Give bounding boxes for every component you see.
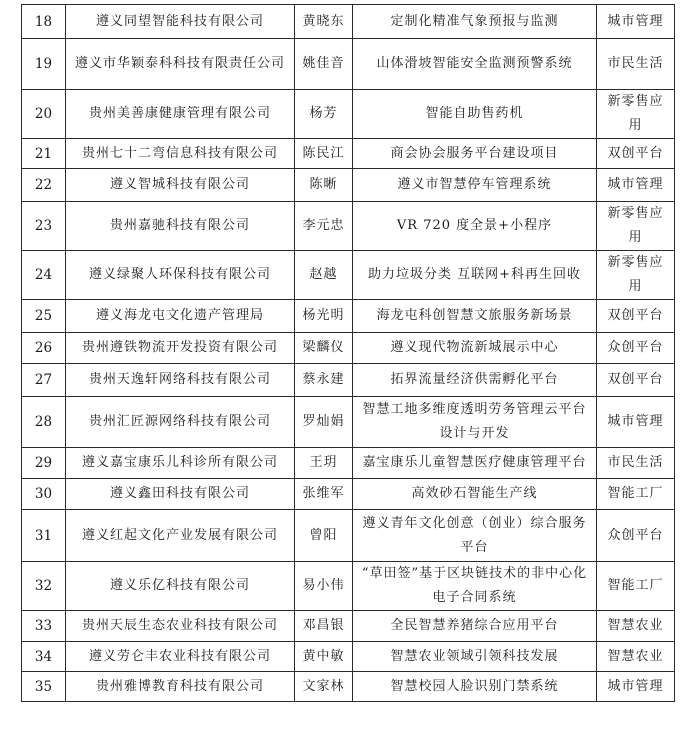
company-cell: 贵州天逸轩网络科技有限公司 (66, 364, 295, 397)
row-number-cell: 27 (22, 364, 66, 397)
table-row (22, 510, 675, 562)
table-row (22, 448, 675, 479)
contact-person-cell: 王玥 (295, 448, 353, 479)
category-cell: 智慧农业 (597, 642, 675, 672)
table-row (22, 333, 675, 364)
category-cell: 智慧农业 (597, 611, 675, 642)
category-cell: 市民生活 (597, 448, 675, 479)
company-cell: 贵州天辰生态农业科技有限公司 (66, 611, 295, 642)
table-row (22, 562, 675, 611)
project-name-cell: 拓界流量经济供需孵化平台 (353, 364, 597, 397)
category-cell: 新零售应用 (597, 202, 675, 251)
row-number-cell: 23 (22, 202, 66, 251)
project-name-cell: VR 720 度全景+小程序 (353, 202, 597, 251)
row-number-cell: 25 (22, 300, 66, 333)
category-cell: 双创平台 (597, 300, 675, 333)
table-row (22, 611, 675, 642)
contact-person-cell: 曾阳 (295, 510, 353, 562)
company-cell: 贵州美善康健康管理有限公司 (66, 90, 295, 139)
contact-person-cell: 蔡永建 (295, 364, 353, 397)
company-cell: 贵州汇匠源网络科技有限公司 (66, 397, 295, 448)
contact-person-cell: 邓昌银 (295, 611, 353, 642)
company-cell: 贵州雅博教育科技有限公司 (66, 672, 295, 702)
project-name-cell: 智慧工地多维度透明劳务管理云平台设计与开发 (353, 397, 597, 448)
table-row (22, 364, 675, 397)
table-row (22, 642, 675, 672)
row-number-cell: 22 (22, 169, 66, 202)
project-name-cell: 智能自助售药机 (353, 90, 597, 139)
project-name-cell: 遵义现代物流新城展示中心 (353, 333, 597, 364)
company-cell: 遵义同望智能科技有限公司 (66, 5, 295, 39)
contact-person-cell: 陈民江 (295, 139, 353, 169)
contact-person-cell: 黄晓东 (295, 5, 353, 39)
table-row (22, 139, 675, 169)
row-number-cell: 21 (22, 139, 66, 169)
table-row (22, 300, 675, 333)
category-cell: 双创平台 (597, 139, 675, 169)
project-name-cell: 定制化精准气象预报与监测 (353, 5, 597, 39)
category-cell: 新零售应用 (597, 90, 675, 139)
contact-person-cell: 赵越 (295, 251, 353, 300)
contact-person-cell: 易小伟 (295, 562, 353, 611)
company-cell: 遵义嘉宝康乐儿科诊所有限公司 (66, 448, 295, 479)
company-cell: 遵义绿聚人环保科技有限公司 (66, 251, 295, 300)
row-number-cell: 30 (22, 479, 66, 510)
project-table (21, 4, 675, 702)
row-number-cell: 19 (22, 39, 66, 90)
category-cell: 城市管理 (597, 5, 675, 39)
company-cell: 遵义鑫田科技有限公司 (66, 479, 295, 510)
category-cell: 智能工厂 (597, 479, 675, 510)
row-number-cell: 24 (22, 251, 66, 300)
project-name-cell: 智慧校园人脸识别门禁系统 (353, 672, 597, 702)
project-name-cell: “草田签”基于区块链技术的非中心化电子合同系统 (353, 562, 597, 611)
contact-person-cell: 张维军 (295, 479, 353, 510)
category-cell: 众创平台 (597, 333, 675, 364)
row-number-cell: 35 (22, 672, 66, 702)
table-row (22, 39, 675, 90)
contact-person-cell: 罗灿娟 (295, 397, 353, 448)
project-name-cell: 智慧农业领域引领科技发展 (353, 642, 597, 672)
table-row (22, 397, 675, 448)
project-name-cell: 商会协会服务平台建设项目 (353, 139, 597, 169)
company-cell: 遵义乐亿科技有限公司 (66, 562, 295, 611)
category-cell: 城市管理 (597, 397, 675, 448)
project-name-cell: 嘉宝康乐儿童智慧医疗健康管理平台 (353, 448, 597, 479)
category-cell: 新零售应用 (597, 251, 675, 300)
table-row (22, 202, 675, 251)
category-cell: 双创平台 (597, 364, 675, 397)
row-number-cell: 26 (22, 333, 66, 364)
company-cell: 贵州嘉驰科技有限公司 (66, 202, 295, 251)
contact-person-cell: 杨芳 (295, 90, 353, 139)
table-row (22, 90, 675, 139)
project-name-cell: 遵义市智慧停车管理系统 (353, 169, 597, 202)
contact-person-cell: 文家林 (295, 672, 353, 702)
table-row (22, 479, 675, 510)
company-cell: 遵义智城科技有限公司 (66, 169, 295, 202)
project-name-cell: 助力垃圾分类 互联网+科再生回收 (353, 251, 597, 300)
category-cell: 城市管理 (597, 672, 675, 702)
company-cell: 贵州遵铁物流开发投资有限公司 (66, 333, 295, 364)
table-row (22, 672, 675, 702)
company-cell: 遵义海龙屯文化遗产管理局 (66, 300, 295, 333)
contact-person-cell: 陈晰 (295, 169, 353, 202)
company-cell: 贵州七十二弯信息科技有限公司 (66, 139, 295, 169)
contact-person-cell: 姚佳音 (295, 39, 353, 90)
table-body (22, 5, 675, 702)
row-number-cell: 32 (22, 562, 66, 611)
category-cell: 城市管理 (597, 169, 675, 202)
project-name-cell: 山体滑坡智能安全监测预警系统 (353, 39, 597, 90)
row-number-cell: 34 (22, 642, 66, 672)
company-cell: 遵义红起文化产业发展有限公司 (66, 510, 295, 562)
project-name-cell: 高效砂石智能生产线 (353, 479, 597, 510)
contact-person-cell: 杨光明 (295, 300, 353, 333)
contact-person-cell: 黄中敏 (295, 642, 353, 672)
row-number-cell: 28 (22, 397, 66, 448)
row-number-cell: 18 (22, 5, 66, 39)
contact-person-cell: 李元忠 (295, 202, 353, 251)
row-number-cell: 31 (22, 510, 66, 562)
project-name-cell: 遵义青年文化创意（创业）综合服务平台 (353, 510, 597, 562)
row-number-cell: 29 (22, 448, 66, 479)
contact-person-cell: 梁麟仪 (295, 333, 353, 364)
row-number-cell: 33 (22, 611, 66, 642)
table-row (22, 169, 675, 202)
project-name-cell: 全民智慧养猪综合应用平台 (353, 611, 597, 642)
table-row (22, 5, 675, 39)
project-name-cell: 海龙屯科创智慧文旅服务新场景 (353, 300, 597, 333)
company-cell: 遵义市华颖泰科科技有限责任公司 (66, 39, 295, 90)
table-row (22, 251, 675, 300)
row-number-cell: 20 (22, 90, 66, 139)
company-cell: 遵义劳仑丰农业科技有限公司 (66, 642, 295, 672)
category-cell: 众创平台 (597, 510, 675, 562)
category-cell: 市民生活 (597, 39, 675, 90)
category-cell: 智能工厂 (597, 562, 675, 611)
